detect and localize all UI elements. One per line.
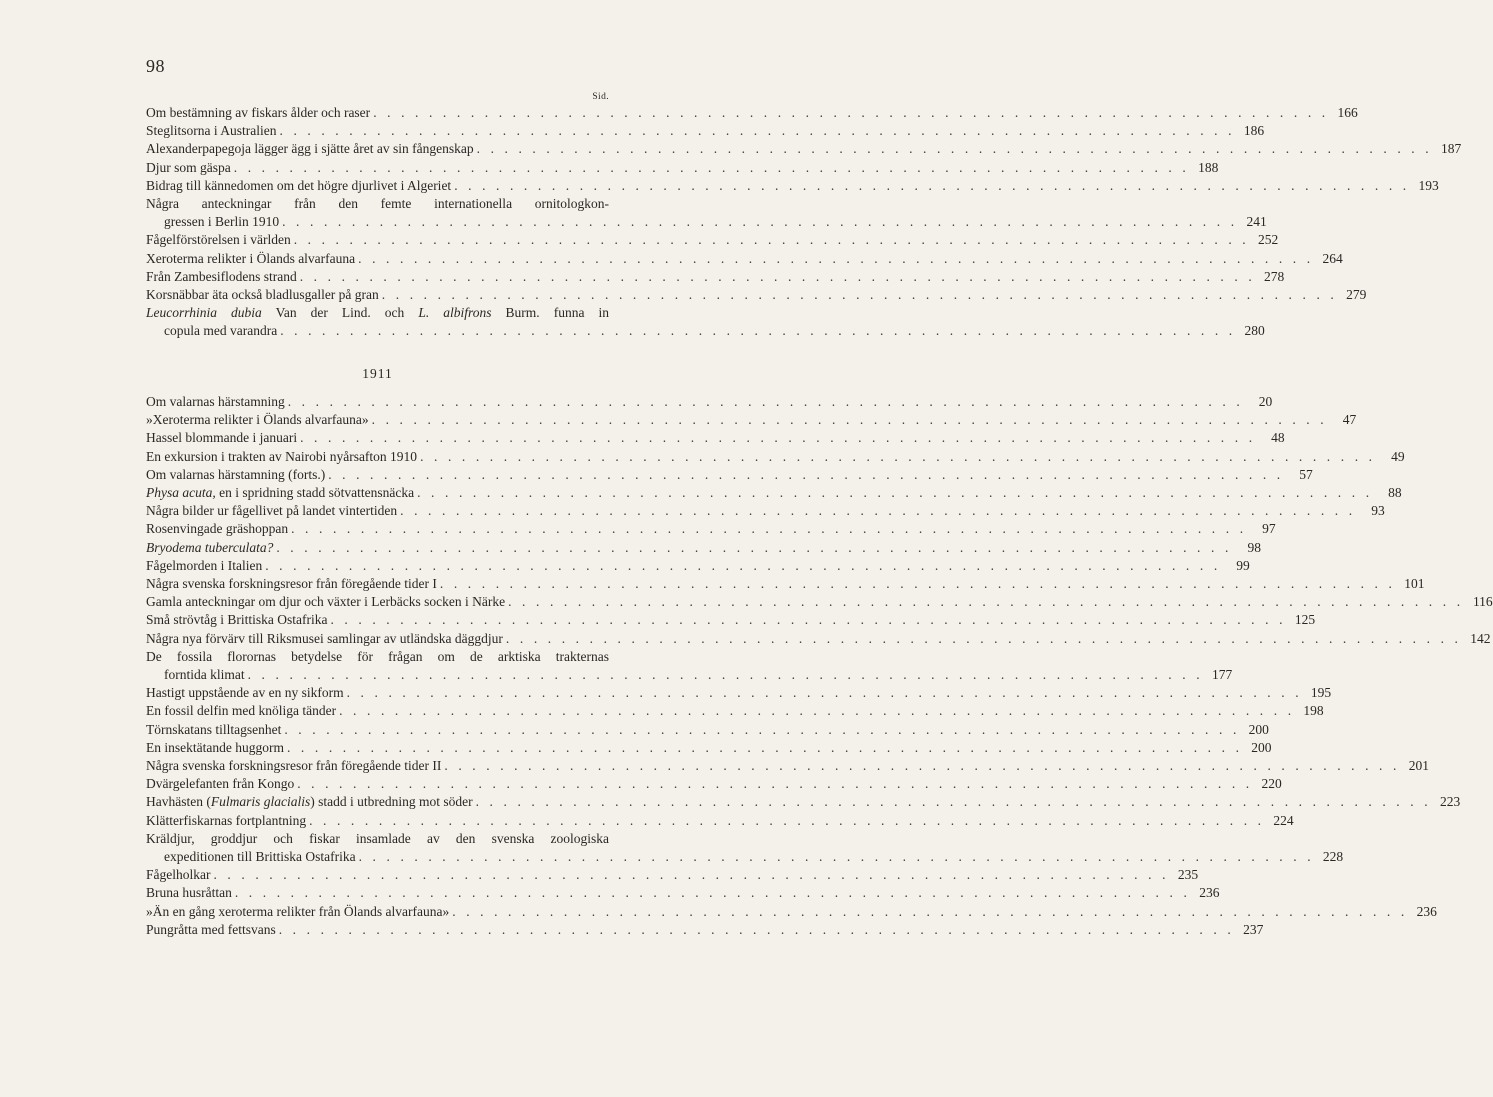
- toc-entry-title: Fågelholkar: [146, 867, 211, 883]
- toc-title-italic-part: Fulmaris glacialis: [210, 794, 311, 810]
- toc-page-number: 88: [1388, 485, 1402, 501]
- toc-page-number: 188: [1198, 159, 1219, 175]
- dot-leader: [373, 104, 1329, 122]
- toc-entry: [146, 231, 1279, 249]
- toc-entry-line: [146, 557, 1250, 575]
- toc-title-part: Havhästen (: [146, 794, 211, 810]
- page-column-label: Sid.: [592, 92, 609, 102]
- toc-entry-title: Om valarnas härstamning: [146, 394, 285, 409]
- dot-leader: [330, 611, 1286, 629]
- dot-leader: [339, 702, 1295, 720]
- toc-entry-line: [146, 702, 1324, 720]
- toc-entry-title: Dvärgelefanten från Kongo: [146, 776, 295, 792]
- toc-entry-line: [146, 393, 1273, 411]
- toc-page-number: 116: [1472, 594, 1493, 610]
- toc-title-part: en i spridning stadd sötvattensnäcka: [215, 485, 415, 501]
- toc-title-italic-part: Bryodema tuberculata?: [146, 539, 274, 555]
- toc-page-number: 235: [1177, 867, 1199, 883]
- toc-entry: [146, 177, 1439, 195]
- toc-entry: [146, 520, 1276, 538]
- toc-entry-line: [146, 231, 1279, 249]
- toc-entry-line: [146, 195, 609, 213]
- toc-page-number: 97: [1262, 521, 1276, 537]
- toc-entry-title: Pungråtta med fettsvans: [146, 921, 276, 937]
- dot-leader: [347, 684, 1303, 702]
- dot-leader: [417, 484, 1373, 502]
- toc-section-1911: [146, 393, 1493, 939]
- toc-entry-title: Små strövtåg i Brittiska Ostafrika: [146, 612, 328, 628]
- toc-entry-title: [146, 304, 609, 322]
- toc-entry: [146, 757, 1429, 775]
- toc-entry-title: gressen i Berlin 1910: [164, 214, 280, 230]
- toc-entry-line: [146, 520, 1276, 538]
- toc-entry-line: [146, 286, 1367, 304]
- dot-leader: [234, 159, 1190, 177]
- dot-leader: [213, 866, 1169, 884]
- toc-entry-line: [146, 213, 1267, 231]
- toc-entry: [146, 684, 1332, 702]
- toc-entry: [146, 484, 1402, 502]
- toc-entry-line: [146, 322, 1265, 340]
- toc-entry-line: [146, 812, 1294, 830]
- toc-entry-title: En fossil delfin med knöliga tänder: [146, 703, 337, 719]
- toc-page-number: 279: [1346, 287, 1367, 303]
- toc-entry-title: Från Zambesiflodens strand: [146, 268, 297, 284]
- toc-entry: [146, 140, 1462, 158]
- toc-entry: [146, 286, 1367, 304]
- toc-entry-line: [146, 903, 1437, 921]
- toc-entry-title: Hastigt uppstående av en ny sikform: [146, 685, 344, 701]
- toc-entry-line: [146, 666, 1233, 684]
- toc-entry-title: Hassel blommande i januari: [146, 430, 298, 446]
- toc-entry-title: »Än en gång xeroterma relikter från Ölands alvarfauna»: [146, 903, 450, 919]
- toc-entry-title: En exkursion i trakten av Nairobi nyårsafton 1910: [146, 448, 418, 464]
- toc-entry-title: Fågelförstörelsen i världen: [146, 232, 291, 248]
- toc-entry: [146, 268, 1285, 286]
- dot-leader: [309, 812, 1265, 830]
- toc-section-1910: [146, 104, 1462, 341]
- toc-page-number: 201: [1408, 758, 1429, 774]
- toc-title-part: Van der Lind. och: [261, 305, 419, 321]
- toc-entry: [146, 250, 1343, 268]
- toc-entry-line: [146, 466, 1313, 484]
- toc-page-number: 200: [1251, 739, 1272, 755]
- toc-entry-title: Några nya förvärv till Riksmusei samlingar av utländska däggdjur: [146, 630, 503, 646]
- toc-entry: [146, 393, 1273, 411]
- toc-entry: [146, 921, 1264, 939]
- dot-leader: [420, 448, 1376, 466]
- toc-entry-title: Några svenska forskningsresor från föregående tider II: [146, 758, 442, 774]
- dot-leader: [291, 520, 1247, 538]
- toc-entry: [146, 611, 1316, 629]
- toc-entry-title: copula med varandra: [164, 323, 278, 339]
- toc-entry: [146, 557, 1250, 575]
- toc-entry-line: [146, 757, 1429, 775]
- toc-title-italic-part: Leucorrhinia dubia: [146, 305, 262, 321]
- toc-entry: [146, 739, 1272, 757]
- toc-entry-title: Korsnäbbar äta också bladlusgaller på gran: [146, 287, 379, 303]
- toc-page-number: 252: [1258, 232, 1279, 248]
- toc-entry: [146, 903, 1437, 921]
- toc-entry-line: [146, 140, 1462, 158]
- toc-entry: [146, 648, 1233, 684]
- toc-page-number: 48: [1271, 430, 1285, 446]
- toc-page-number: 125: [1294, 612, 1316, 628]
- toc-page-number: 166: [1337, 105, 1358, 120]
- dot-leader: [444, 757, 1400, 775]
- toc-page-number: 280: [1244, 323, 1265, 339]
- toc-entry-title: Några bilder ur fågellivet på landet vintertiden: [146, 503, 398, 519]
- toc-title-part: ) stadd i utbredning mot söder: [310, 794, 473, 810]
- toc-page-number: 177: [1211, 667, 1233, 683]
- toc-entry-line: [146, 721, 1269, 739]
- toc-entry-title: Törnskatans tilltagsenhet: [146, 721, 282, 737]
- toc-page-number: 49: [1391, 448, 1405, 464]
- toc-entry-title: Xeroterma relikter i Ölands alvarfauna: [146, 250, 356, 266]
- dot-leader: [287, 739, 1243, 757]
- toc-entry-title: [146, 484, 414, 502]
- dot-leader: [382, 286, 1338, 304]
- toc-entry-title: Fågelmorden i Italien: [146, 557, 263, 573]
- toc-entry-title: [146, 793, 473, 811]
- toc-entry-title: Om valarnas härstamning (forts.): [146, 466, 326, 482]
- toc-title-italic-part: Physa acuta,: [146, 485, 216, 501]
- toc-entry-line: [146, 159, 1219, 177]
- toc-entry: [146, 429, 1285, 447]
- toc-entry-line: [146, 104, 1358, 122]
- toc-entry: [146, 702, 1324, 720]
- toc-entry: [146, 122, 1265, 140]
- dot-leader: [440, 575, 1396, 593]
- toc-entry-line: [146, 539, 1261, 557]
- toc-page-number: 223: [1439, 794, 1461, 810]
- toc-entry-line: [146, 684, 1332, 702]
- toc-entry: [146, 411, 1357, 429]
- toc-page-number: 236: [1199, 885, 1220, 901]
- toc-page-number: 228: [1322, 849, 1344, 865]
- dot-leader: [276, 539, 1232, 557]
- toc-page-number: 99: [1236, 557, 1250, 573]
- toc-entry-title: Några anteckningar från den femte internationella ornitologkon-: [146, 196, 609, 212]
- toc-entry-title: Alexanderpapegoja lägger ägg i sjätte året av sin fångenskap: [146, 141, 474, 157]
- toc-page-number: 264: [1322, 250, 1343, 266]
- toc-entry-line: [146, 848, 1344, 866]
- dot-leader: [506, 630, 1462, 648]
- toc-entry-line: [146, 575, 1425, 593]
- toc-entry-line: [146, 250, 1343, 268]
- toc-entry-line: [146, 484, 1402, 502]
- toc-page-number: 200: [1248, 721, 1269, 737]
- dot-leader: [400, 502, 1356, 520]
- toc-entry: [146, 830, 1344, 866]
- toc-entry-line: [146, 593, 1493, 611]
- toc-entry-title: Rosenvingade gräshoppan: [146, 521, 289, 537]
- toc-entry-line: [146, 866, 1199, 884]
- toc-page-number: 224: [1273, 812, 1294, 828]
- dot-leader: [359, 848, 1315, 866]
- dot-leader: [235, 884, 1191, 902]
- toc-page-number: 142: [1470, 630, 1491, 646]
- toc-entry-title: Steglitsorna i Australien: [146, 123, 277, 139]
- toc-entry: [146, 866, 1199, 884]
- dot-leader: [284, 721, 1240, 739]
- page-number: 98: [146, 56, 165, 76]
- year-heading: 1911: [362, 366, 393, 381]
- toc-entry: [146, 593, 1493, 611]
- dot-leader: [328, 466, 1284, 484]
- dot-leader: [280, 322, 1236, 340]
- toc-page-number: 57: [1299, 466, 1313, 482]
- dot-leader: [297, 775, 1253, 793]
- toc-entry-line: [146, 268, 1285, 286]
- toc-entry-title: Klätterfiskarnas fortplantning: [146, 812, 307, 828]
- toc-entry-title: Gamla anteckningar om djur och växter i Lerbäcks socken i Närke: [146, 594, 506, 610]
- dot-leader: [300, 429, 1256, 447]
- toc-page-number: 198: [1303, 703, 1324, 719]
- toc-entry-line: [146, 630, 1491, 648]
- toc-entry-line: [146, 429, 1285, 447]
- dot-leader: [282, 213, 1238, 231]
- toc-page-number: 187: [1440, 141, 1462, 157]
- dot-leader: [294, 231, 1250, 249]
- toc-entry: [146, 448, 1405, 466]
- dot-leader: [477, 140, 1433, 158]
- toc-entry-title: Kräldjur, groddjur och fiskar insamlade av den svenska zoologiska: [146, 830, 609, 846]
- toc-entry-title: [146, 539, 273, 557]
- toc-entry-title: En insektätande huggorm: [146, 739, 284, 755]
- dot-leader: [454, 177, 1410, 195]
- toc-entry-line: [146, 793, 1461, 811]
- toc-entry-line: [146, 177, 1439, 195]
- toc-page-number: 186: [1243, 123, 1265, 139]
- toc-page-number: 241: [1246, 214, 1267, 230]
- toc-page-number: 237: [1243, 921, 1264, 937]
- toc-page-number: 101: [1404, 576, 1425, 592]
- toc-entry: [146, 884, 1220, 902]
- toc-entry-line: [146, 502, 1385, 520]
- toc-entry-title: Bidrag till kännedomen om det högre djurlivet i Algeriet: [146, 177, 452, 193]
- toc-entry-line: [146, 448, 1405, 466]
- dot-leader: [476, 793, 1432, 811]
- toc-page-number: 98: [1247, 539, 1261, 555]
- toc-page-number: 278: [1264, 268, 1285, 284]
- toc-entry-line: [146, 884, 1220, 902]
- toc-entry-title: »Xeroterma relikter i Ölands alvarfauna»: [146, 412, 369, 428]
- toc-entry-line: [146, 648, 609, 666]
- dot-leader: [265, 557, 1221, 575]
- toc-title-part: Burm. funna in: [491, 305, 609, 321]
- toc-page-number: 20: [1258, 394, 1273, 409]
- toc-entry: [146, 466, 1313, 484]
- toc-page-number: 236: [1416, 903, 1437, 919]
- toc-entry-line: [146, 739, 1272, 757]
- dot-leader: [280, 122, 1236, 140]
- toc-entry: [146, 159, 1219, 177]
- toc-entry-title: Bruna husråttan: [146, 885, 232, 901]
- toc-entry: [146, 304, 1265, 340]
- toc-entry: [146, 775, 1282, 793]
- toc-entry: [146, 575, 1425, 593]
- dot-leader: [358, 250, 1314, 268]
- toc-entry: [146, 630, 1491, 648]
- toc-page-number: 220: [1261, 776, 1282, 792]
- toc-page-number: 193: [1418, 177, 1439, 193]
- toc-entry-title: De fossila florornas betydelse för frågan om de arktiska trakternas: [146, 648, 609, 664]
- toc-entry: [146, 812, 1294, 830]
- toc-entry-line: [146, 611, 1316, 629]
- dot-leader: [279, 921, 1235, 939]
- dot-leader: [508, 593, 1464, 611]
- toc-entry-line: [146, 830, 609, 848]
- toc-entry-title: Några svenska forskningsresor från föregående tider I: [146, 576, 437, 592]
- dot-leader: [288, 393, 1244, 411]
- dot-leader: [300, 268, 1256, 286]
- dot-leader: [248, 666, 1204, 684]
- toc-entry-line: [146, 122, 1265, 140]
- toc-entry-title: Om bestämning av fiskars ålder och raser: [146, 105, 371, 120]
- dot-leader: [372, 411, 1328, 429]
- toc-entry-title: Djur som gäspa: [146, 159, 231, 175]
- toc-entry-line: [146, 304, 609, 322]
- toc-page-number: 195: [1310, 685, 1332, 701]
- toc-entry-line: [146, 775, 1282, 793]
- toc-entry-title: expeditionen till Brittiska Ostafrika: [164, 849, 356, 865]
- toc-entry: [146, 104, 1358, 122]
- toc-entry: [146, 721, 1269, 739]
- toc-page-number: 93: [1371, 503, 1385, 519]
- toc-entry: [146, 502, 1385, 520]
- toc-entry-title: forntida klimat: [164, 667, 245, 683]
- toc-entry: [146, 539, 1261, 557]
- toc-title-italic-part: L. albifrons: [418, 305, 492, 321]
- toc-page-number: 47: [1342, 412, 1357, 428]
- toc-entry: [146, 195, 1267, 231]
- dot-leader: [452, 903, 1408, 921]
- toc-entry: [146, 793, 1461, 811]
- toc-entry-line: [146, 921, 1264, 939]
- toc-entry-line: [146, 411, 1357, 429]
